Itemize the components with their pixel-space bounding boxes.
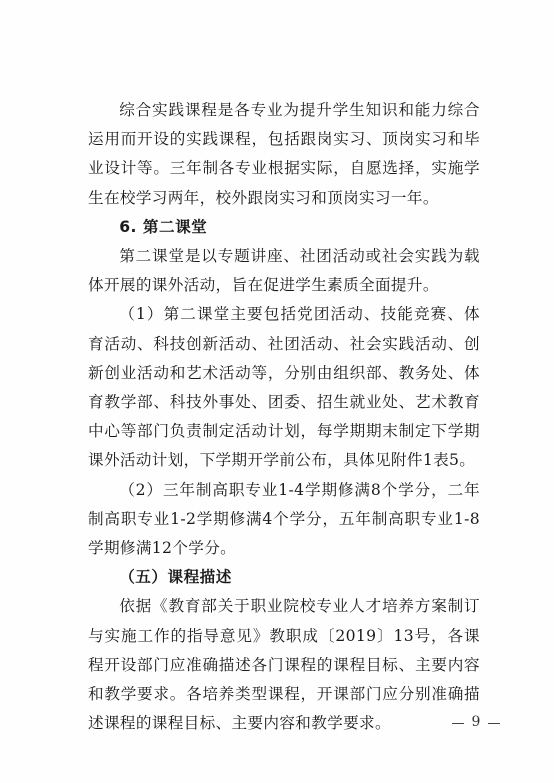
- document-body: [88, 96, 480, 738]
- paragraph-second-classroom-item-1: （1）第二课堂主要包括党团活动、技能竞赛、体育活动、科技创新活动、社团活动、社会实践活动、创新创业活动和艺术活动等，分别由组织部、教务处、体育教学部、科技外事处、团委、招生就业处、艺术教育中心等部门负责制定活动计划，每学期期末制定下学期课外活动计划，下学期开学前公布，具体见附件1表5。: [88, 305, 480, 470]
- paragraph-course-description: 依据《教育部关于职业院校专业人才培养方案制订与实施工作的指导意见》教职成〔2019〕13号，各课程开设部门应准确描述各门课程的课程目标、主要内容和教学要求。各培养类型课程，开课部门应分别准确描述课程的课程目标、主要内容和教学要求。: [88, 597, 480, 733]
- paragraph-second-classroom-intro: 第二课堂是以专题讲座、社团活动或社会实践为载体开展的课外活动，旨在促进学生素质全面提升。: [88, 247, 480, 295]
- section-heading-second-classroom: 6. 第二课堂: [119, 217, 208, 236]
- page-number: 9: [453, 713, 499, 731]
- section-heading-course-description: （五）课程描述: [119, 568, 232, 587]
- paragraph-integrated-practice: 综合实践课程是各专业为提升学生知识和能力综合运用而开设的实践课程，包括跟岗实习、顶岗实习和毕业设计等。三年制各专业根据实际，自愿选择，实施学生在校学习两年，校外跟岗实习和顶岗实习一年。: [88, 101, 480, 207]
- paragraph-second-classroom-item-2: （2）三年制高职专业1-4学期修满8个学分，二年制高职专业1-2学期修满4个学分，五年制高职专业1-8学期修满12个学分。: [88, 480, 480, 558]
